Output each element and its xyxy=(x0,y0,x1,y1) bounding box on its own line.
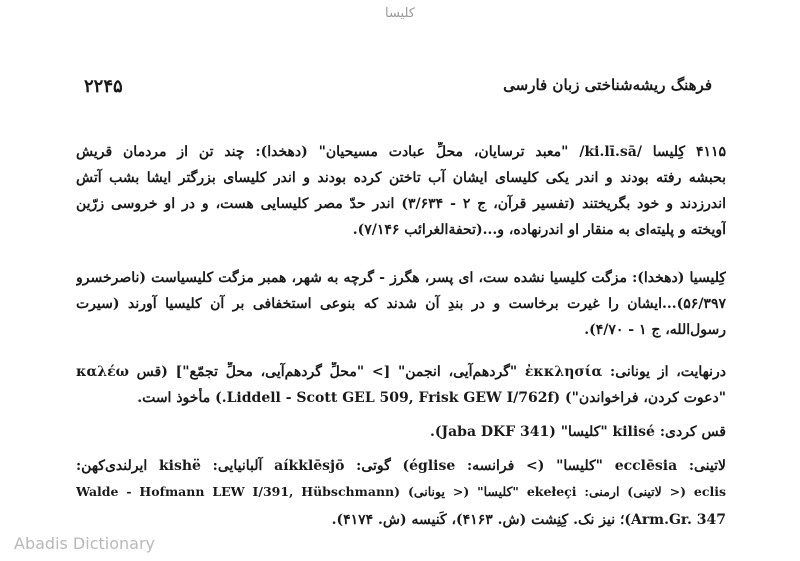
book-title: فرهنگ ریشه‌شناختی زبان فارسی xyxy=(503,76,712,94)
entry-line: "دعوت کردن، فراخواندن") (Liddell - Scott GEL 509, Frisk GEW I/762f.) مأخوذ است. xyxy=(137,390,726,406)
entry-line: بحبشه رفته بودند و اندر یکی کلیسای ایشان آب تاختن کرده بودند و اندر کلیسای بزرگتر ایشا بشب آتش xyxy=(76,170,726,186)
entry-line: Arm.Gr. 347)؛ نیز نک. کِنِشت (ش. ۴۱۶۳)، کَنیسه (ش. ۴۱۷۴). xyxy=(331,512,726,528)
entry-line: اندرزدند و خود بگریختند (تفسیر قرآن، ج ۲ - ۳/۶۳۴) اندر حدّ مصر کلیسایی هست، و در او خروسی زرّین xyxy=(76,196,726,212)
entry-line: آویخته و پلیته‌ای به منقار او اندرنهاده، و...(تحفة‌الغرائب ۷/۱۴۶). xyxy=(352,222,726,238)
entry-line: ۴۱۱۵ کِلیسا /ki.lī.sā/ "معبد ترسایان، محلِّ عبادت مسیحیان" (دهخدا): چند تن از مردمان قریش xyxy=(76,144,726,160)
window-title: کلیسا xyxy=(385,6,415,21)
entry-line: eclis (< لاتینی) ارمنی: ekełeçi "کلیسا" (< یونانی) (Walde - Hofmann LEW I/391, Hübschmann xyxy=(76,484,726,499)
entry-line: لاتینی: ecclēsia "کلیسا" (> فرانسه: église) گوتی: aíkklēsjō آلبانیایی: kishë ایرلندی‌کهن: xyxy=(76,458,726,474)
entry-line: کِلیسیا (دهخدا): مزگت کلیسیا نشده ست، ای پسر، هگرز - گرچه به شهر، همبر مزگت کلیسیاست (ناصرخسرو xyxy=(76,270,726,286)
entry-line: رسول‌الله، ج ۱ - ۴/۷۰). xyxy=(584,322,726,338)
site-watermark: Abadis Dictionary xyxy=(14,534,155,553)
entry-line: قس کردی: kilisé "کلیسا" (Jaba DKF 341). xyxy=(429,424,726,440)
page-number: ۲۲۴۵ xyxy=(84,76,123,97)
entry-line: درنهایت، از یونانی: ἐκκλησία "گردهم‌آیی، انجمن" [> "محلِّ گردهم‌آیی، محلِّ تجمّع"] (قس καλέω xyxy=(76,364,726,380)
entry-line: ۵۶/۳۹۷)...ایشان را غیرت برخاست و در بندِ آن شدند که بنوعی استخفافی بر آن کلیسیا آورند (سیرت xyxy=(76,296,726,312)
